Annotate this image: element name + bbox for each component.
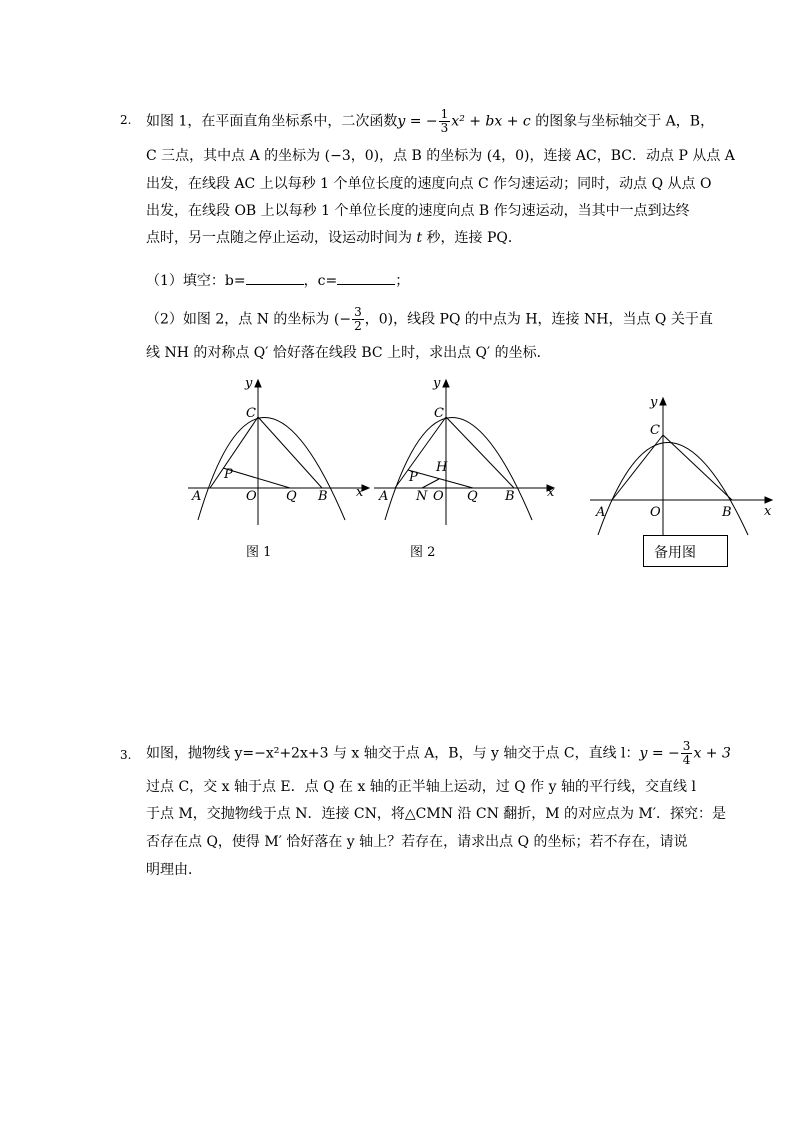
q2-line-5-a: 点时，另一点随之停止运动，设运动时间为: [146, 230, 417, 246]
q3-line-2: 过点 C，交 x 轴于点 E．点 Q 在 x 轴的正半轴上运动，过 Q 作 y 轴的平行线，交直线 l: [146, 779, 696, 795]
fig1-y-arrow: [255, 380, 261, 387]
fig2-segment-bc: [446, 417, 514, 488]
q2-part-1-c: ；: [395, 273, 410, 289]
q2-number: 2.: [120, 113, 132, 127]
fig3-label-y: y: [650, 395, 658, 410]
q3-eq-eq: = −: [647, 745, 680, 762]
q2-eq-eq: = −: [405, 113, 438, 130]
q2-line-5-t: t: [416, 230, 423, 246]
fig3-x-arrow: [765, 497, 772, 503]
fig1-parabola: [198, 418, 345, 521]
q2-part-2-denominator: 2: [354, 319, 362, 333]
fig1-label-o: O: [246, 489, 257, 504]
q2-eq-numerator: 1: [440, 107, 449, 121]
q2-part-2: [146, 306, 713, 333]
fig1-label-x: x: [356, 485, 364, 500]
fig1-label-y: y: [245, 376, 253, 391]
q2-eq-denominator: 3: [440, 121, 449, 135]
fig1-label-p: P: [224, 467, 233, 482]
q2-eq-y: y: [397, 113, 406, 130]
fig1-segment-bc: [258, 417, 322, 488]
fig3-segment-ac: [612, 435, 663, 500]
fig2-label-x: x: [547, 485, 555, 500]
fig2-label-y: y: [433, 376, 441, 391]
q2-part-1-a: （1）填空：b=: [146, 273, 246, 289]
q2-eq-fraction: [439, 108, 451, 135]
fig2-label-o: O: [433, 489, 444, 504]
q2-line-1: [146, 108, 714, 135]
fig1-label-b: B: [318, 489, 328, 504]
fig1-label-q: Q: [286, 489, 297, 504]
fig2-label-c: C: [434, 406, 444, 421]
fig3-segment-bc: [663, 435, 732, 500]
fig3-label-a: A: [596, 505, 606, 520]
fig1-caption: 图 1: [246, 545, 272, 560]
figure-1: [188, 376, 369, 525]
q2-part-1-b: ，c=: [303, 273, 338, 289]
q2-line-1-b: 的图象与坐标轴交于 A，B，: [530, 113, 715, 130]
fig2-parabola: [385, 418, 532, 521]
fig1-segment-pq: [223, 468, 290, 488]
q2-line-3: 出发，在线段 AC 上以每秒 1 个单位长度的速度向点 C 作匀速运动；同时，动点 Q 从点 O: [146, 176, 712, 192]
q2-part-2-line-2: 线 NH 的对称点 Q′ 恰好落在线段 BC 上时，求出点 Q′ 的坐标．: [146, 345, 551, 361]
answer-blank-c[interactable]: [337, 270, 395, 285]
fig2-label-q: Q: [467, 489, 478, 504]
q3-eq-numerator: 3: [682, 739, 691, 753]
q3-eq-y: y: [639, 745, 648, 762]
q3-line-1: [146, 740, 731, 767]
fig3-label-b: B: [722, 505, 732, 520]
q3-eq-fraction: [681, 740, 693, 767]
fig2-caption: 图 2: [410, 545, 436, 560]
q3-line-1-a: 如图，抛物线 y=−x²+2x+3 与 x 轴交于点 A，B，与 y 轴交于点 C，直线 l：: [146, 745, 640, 762]
geometry-figures: [0, 375, 794, 555]
q2-line-5: [146, 228, 522, 248]
q2-line-2: C 三点，其中点 A 的坐标为 (−3，0)，点 B 的坐标为 (4，0)，连接 AC，BC．动点 P 从点 A: [146, 148, 735, 164]
q3-eq-denominator: 4: [682, 753, 691, 767]
q3-line-3: 于点 M，交抛物线于点 N．连接 CN，将△CMN 沿 CN 翻折，M 的对应点为 M′．探究：是: [146, 806, 727, 822]
q2-eq-rest: x² + bx + c: [451, 113, 531, 130]
q2-line-1-a: 如图 1，在平面直角坐标系中，二次函数: [146, 113, 398, 130]
fig2-label-a: A: [379, 489, 389, 504]
q3-number: 3.: [120, 748, 132, 762]
fig1-label-c: C: [246, 406, 256, 421]
answer-blank-b[interactable]: [246, 270, 304, 285]
spare-figure-caption: 备用图: [643, 535, 728, 567]
q2-part-2-a: （2）如图 2，点 N 的坐标为 (−: [146, 311, 352, 328]
q2-part-2-numerator: 3: [354, 305, 362, 319]
q2-line-4: 出发，在线段 OB 上以每秒 1 个单位长度的速度向点 B 作匀速运动，当其中一点到达终: [146, 203, 690, 219]
fig2-segment-ac: [395, 417, 446, 488]
q2-part-2-b: ，0)，线段 PQ 的中点为 H，连接 NH，当点 Q 关于直: [364, 311, 713, 328]
fig3-label-x: x: [764, 504, 772, 519]
fig2-label-p: P: [409, 470, 418, 485]
fig2-y-arrow: [443, 380, 449, 387]
fig3-label-o: O: [650, 505, 661, 520]
fig1-segment-ac: [210, 417, 258, 488]
figure-spare: [590, 395, 772, 535]
q2-part-2-fraction: [352, 306, 364, 333]
fig2-label-h: H: [436, 460, 448, 475]
q2-part-1: [146, 270, 409, 291]
q3-line-4: 否存在点 Q，使得 M′ 恰好落在 y 轴上？若存在，请求出点 Q 的坐标；若不存在，请说: [146, 834, 688, 850]
fig3-y-arrow: [660, 398, 666, 405]
q2-line-5-b: 秒，连接 PQ．: [422, 230, 522, 246]
fig1-label-a: A: [192, 489, 202, 504]
fig2-segment-nh: [422, 479, 439, 488]
fig2-label-b: B: [505, 489, 515, 504]
q3-line-5: 明理由．: [146, 862, 202, 878]
fig2-label-n: N: [416, 489, 428, 504]
figure-2: [374, 376, 555, 525]
fig3-label-c: C: [650, 423, 660, 438]
q3-eq-rest: x + 3: [693, 745, 731, 762]
